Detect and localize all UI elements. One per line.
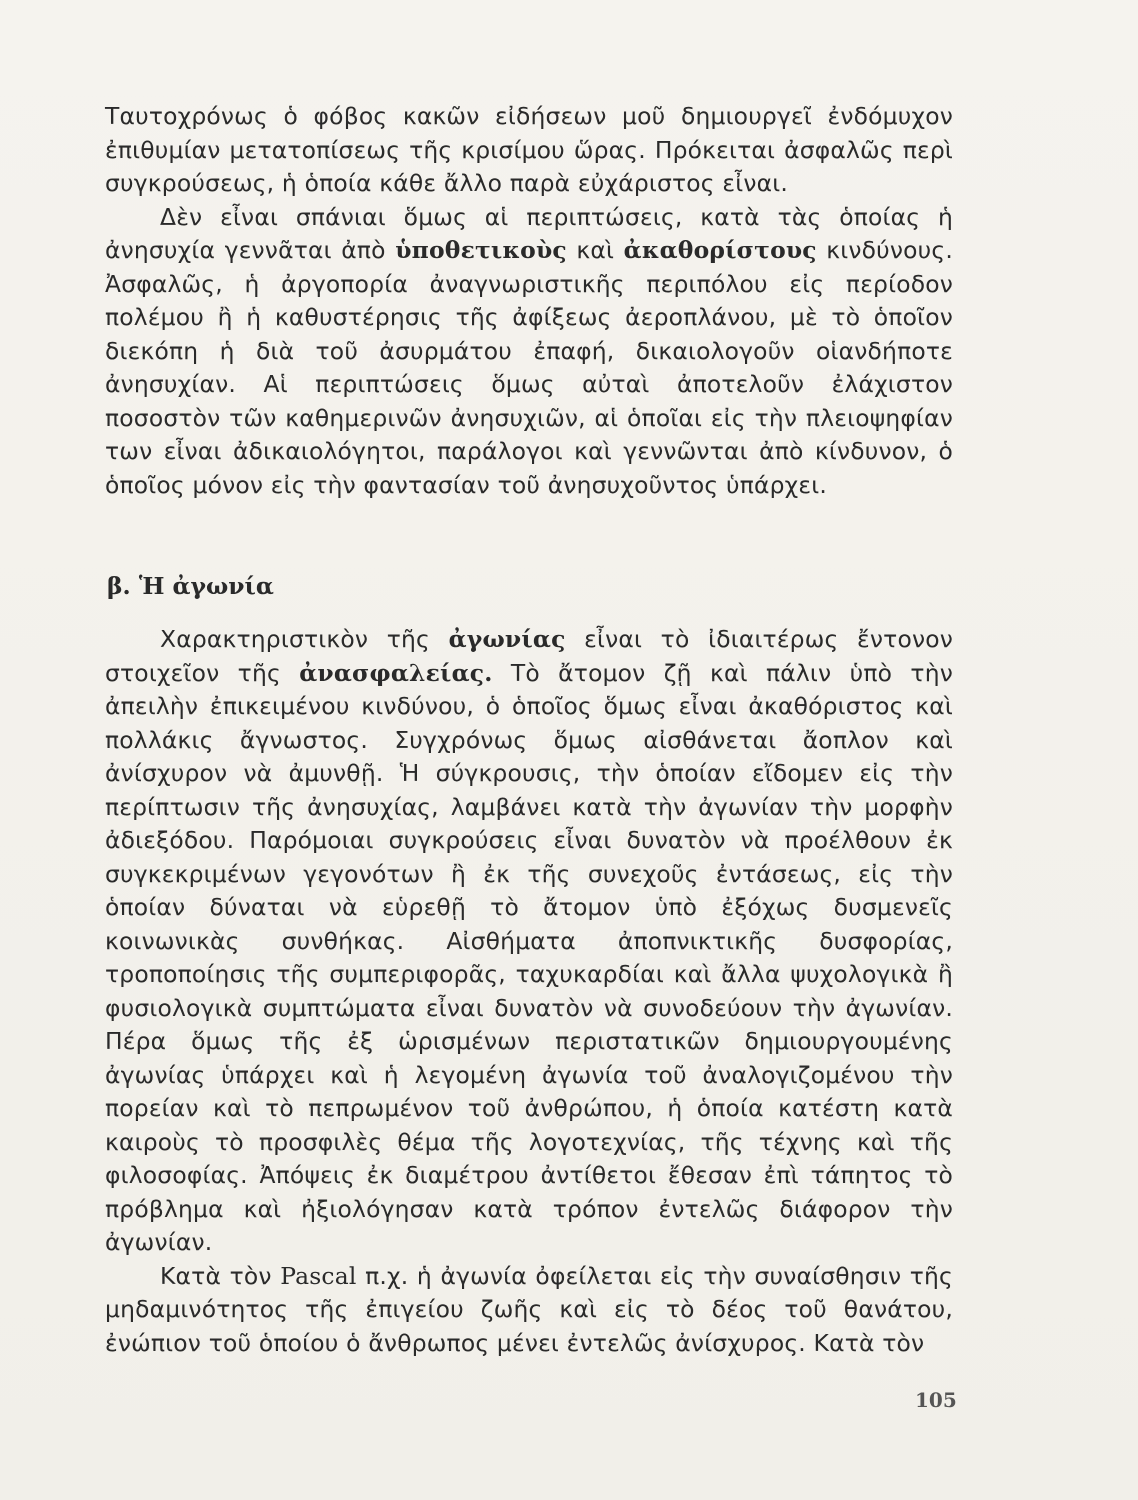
emphasized-term: ἀκαθορίστους xyxy=(623,236,817,264)
text-run: Pascal xyxy=(280,1261,357,1290)
text-run: κινδύνους. Ἀσφαλῶς, ἡ ἀργοπορία ἀναγνωριστικῆς περιπόλου εἰς περίοδον πολέμου ἢ ἡ καθυστέρησις τῆς ἀφίξεως ἀεροπλάνου, μὲ τὸ ὁποῖον διεκόπη ἡ διὰ τοῦ ἀσυρμάτου ἐπαφή, δικαιολογοῦν οἱανδήποτε ἀνησυχίαν. Αἱ περιπτώσεις ὅμως αὐταὶ ἀποτελοῦν ἐλάχιστον ποσοστὸν τῶν καθημερινῶν ἀνησυχιῶν, αἱ ὁποῖαι εἰς τὴν πλειοψηφίαν των εἶναι ἀδικαιολόγητοι, παράλογοι καὶ γεννῶνται ἀπὸ κίνδυνον, ὁ ὁποῖος μόνον εἰς τὴν φαντασίαν τοῦ ἀνησυχοῦντος ὑπάρχει. xyxy=(105,236,953,499)
emphasized-term: ἀγωνίας xyxy=(448,625,566,653)
text-run: καὶ xyxy=(566,236,624,264)
text-run: Χαρακτηριστικὸν τῆς xyxy=(160,625,449,653)
section-heading: β. Ἡ ἀγωνία xyxy=(107,572,274,600)
text-run: Ταυτοχρόνως ὁ φόβος κακῶν εἰδήσεων μοῦ δημιουργεῖ ἐνδόμυχον ἐπιθυμίαν μετατοπίσεως τῆς κρισίμου ὥρας. Πρόκειται ἀσφαλῶς περὶ συγκρούσεως, ἡ ὁποία κάθε ἄλλο παρὰ εὐχάριστος εἶναι. xyxy=(105,102,953,197)
text-run: Κατὰ τὸν xyxy=(160,1261,281,1290)
paragraph xyxy=(105,623,953,1260)
text-run: π.χ. ἡ ἀγωνία ὀφείλεται εἰς τὴν συναίσθησιν τῆς μηδαμινότητος τῆς ἐπιγείου ζωῆς καὶ εἰς τὸ δέος τοῦ θανάτου, ἐνώπιον τοῦ ὁποίου ὁ ἄνθρωπος μένει ἐντελῶς ἀνίσχυρος. Κατὰ τὸν xyxy=(105,1261,953,1357)
text-run: Δὲν εἶναι σπάνιαι ὅμως αἱ περιπτώσεις, κατὰ τὰς ὁποίας ἡ ἀνησυχία γεννᾶται ἀπὸ xyxy=(105,202,953,264)
text-run: Τὸ ἄτομον ζῇ καὶ πάλιν ὑπὸ τὴν ἀπειλὴν ἐπικειμένου κινδύνου, ὁ ὁποῖος ὅμως εἶναι ἀκαθόριστος καὶ πολλάκις ἄγνωστος. Συγχρόνως ὅμως αἰσθάνεται ἄοπλον καὶ ἀνίσχυρον νὰ ἀμυνθῇ. Ἡ σύγκρουσις, τὴν ὁποίαν εἴδομεν εἰς τὴν περίπτωσιν τῆς ἀνησυχίας, λαμβάνει κατὰ τὴν ἀγωνίαν τὴν μορφὴν ἀδιεξόδου. Παρόμοιαι συγκρούσεις εἶναι δυνατὸν νὰ προέλθουν ἐκ συγκεκριμένων γεγονότων ἢ ἐκ τῆς συνεχοῦς ἐντάσεως, εἰς τὴν ὁποίαν δύναται νὰ εὑρεθῇ τὸ ἄτομον ὑπὸ ἐξόχως δυσμενεῖς κοινωνικὰς συνθήκας. Αἰσθήματα ἀποπνικτικῆς δυσφορίας, τροποποίησις τῆς συμπεριφορᾶς, ταχυκαρδίαι καὶ ἄλλα ψυχολογικὰ ἢ φυσιολογικὰ συμπτώματα εἶναι δυνατὸν νὰ συνοδεύουν τὴν ἀγωνίαν. Πέρα ὅμως τῆς ἐξ ὡρισμένων περιστατικῶν δημιουργουμένης ἀγωνίας ὑπάρχει καὶ ἡ λεγομένη ἀγωνία τοῦ ἀναλογιζομένου τὴν πορείαν καὶ τὸ πεπρωμένον τοῦ ἀνθρώπου, ἡ ὁποία κατέστη κατὰ καιροὺς τὸ προσφιλὲς θέμα τῆς λογοτεχνίας, τῆς τέχνης καὶ τῆς φιλοσοφίας. Ἀπόψεις ἐκ διαμέτρου ἀντίθετοι ἔθεσαν ἐπὶ τάπητος τὸ πρόβλημα καὶ ἠξιολόγησαν κατὰ τρόπον ἐντελῶς διάφορον τὴν ἀγωνίαν. xyxy=(105,658,953,1256)
paragraph xyxy=(105,100,953,201)
text-run: εἶναι τὸ ἰδιαιτέρως ἔντονον στοιχεῖον τῆς xyxy=(105,625,954,687)
emphasized-term: ἀνασφαλείας. xyxy=(299,658,493,687)
text-block-top xyxy=(105,100,953,502)
text-block-bottom xyxy=(105,623,953,1360)
emphasized-term: ὑποθετικοὺς xyxy=(395,236,567,264)
paragraph xyxy=(105,201,953,503)
page-number: 105 xyxy=(915,1388,957,1412)
paragraph xyxy=(105,1260,953,1361)
